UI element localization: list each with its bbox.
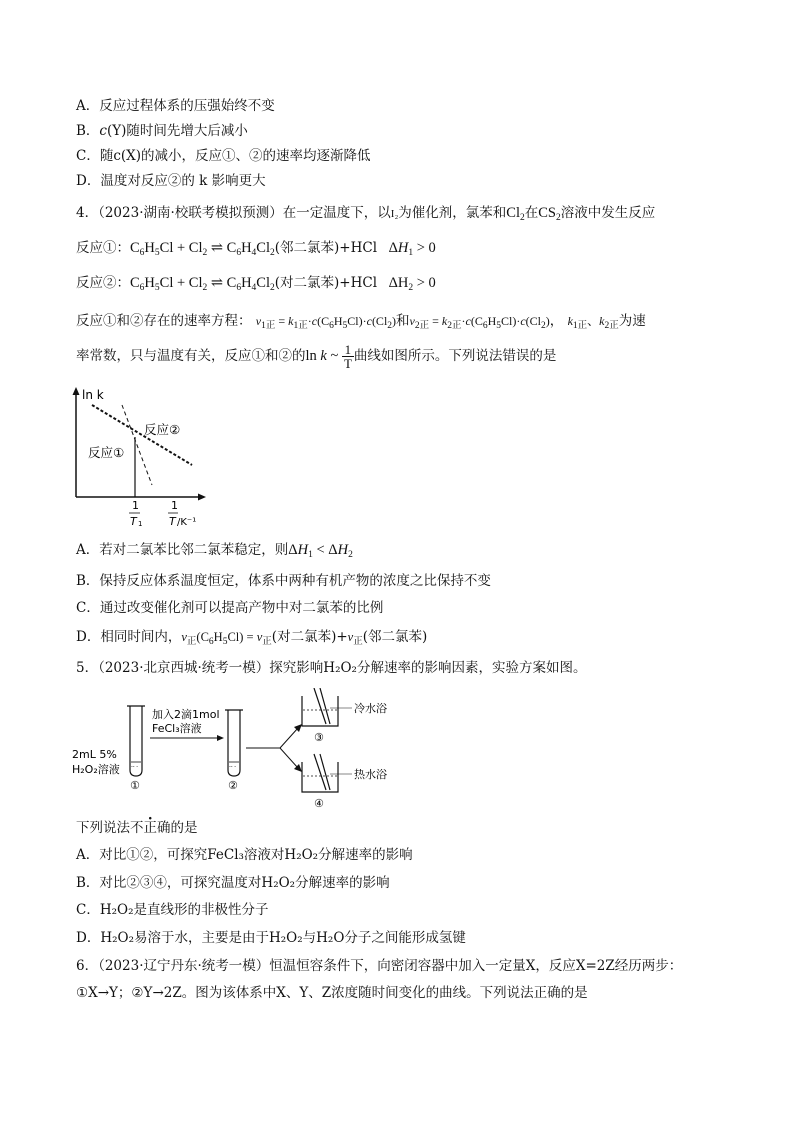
q3-option-d: D．温度对反应②的 k 影响更大 — [76, 173, 266, 189]
svg-text:-- -: -- - — [131, 764, 139, 770]
add-reagent-label-1: 加入2滴1mol — [152, 708, 220, 721]
q3-option-a: A．反应过程体系的压强始终不变 — [76, 98, 275, 114]
q3-option-b: B．c(Y)随时间先增大后减小 — [76, 123, 248, 139]
x-axis-label — [168, 499, 196, 528]
q5-experiment-figure — [70, 688, 410, 813]
q4-option-c: C．通过改变催化剂可以提高产物中对二氯苯的比例 — [76, 600, 384, 616]
q3-option-c: C．随c(X)的减小，反应①、②的速率均逐渐降低 — [76, 148, 371, 164]
x-axis — [76, 494, 206, 501]
q5-option-a: A．对比①②，可探究FeCl₃溶液对H₂O₂分解速率的影响 — [76, 847, 413, 863]
label-reaction-1: 反应① — [88, 445, 125, 460]
q4-rate-equations: 反应①和②存在的速率方程： $v_{1正} = k_{1正}\cdot c(C_6H_5Cl)\cdot c(Cl_2)$和$v_{2正} = k_{2正}\cdot c(C_6H_5Cl)\cdot c(Cl_2)$， $k_{1正}$、$k_{2正}$为速 — [76, 313, 646, 331]
beaker-3-cold — [302, 688, 352, 726]
q5-prompt: 下列说法不正确的是 — [76, 820, 198, 836]
x-tick-t1 — [129, 499, 142, 528]
tube-2-label: ② — [228, 779, 238, 792]
svg-text:1: 1 — [171, 499, 178, 512]
q5-option-b: B．对比②③④，可探究温度对H₂O₂分解速率的影响 — [76, 875, 390, 891]
split-arrows — [246, 724, 302, 772]
q4-stem: 4．（2023·湖南·校联考模拟预测）在一定温度下，以I₂为催化剂，氯苯和$Cl_2$在$CS_2$溶液中发生反应 — [76, 205, 656, 223]
reaction-1-line — [122, 405, 152, 485]
q5-option-d: D．H₂O₂易溶于水，主要是由于H₂O₂与H₂O分子之间能形成氢键 — [76, 930, 466, 946]
svg-text:-- -: -- - — [229, 764, 237, 770]
tube-1-label: ① — [130, 779, 140, 792]
q6-stem-line2: ①X→Y；②Y→2Z。图为该体系中X、Y、Z浓度随时间变化的曲线。下列说法正确的是 — [76, 985, 588, 1001]
svg-text:1: 1 — [132, 499, 139, 512]
q4-reaction-2: 反应②：$C_6H_5Cl + Cl_2$ ⇌ $C_6H_4Cl_2$(对二氯苯)+HCl $\Delta H_2 > 0$ — [76, 275, 436, 293]
beaker-4-label: ④ — [314, 797, 324, 810]
lnk-vs-inverse-t-chart — [60, 385, 220, 530]
svg-text:T: T — [130, 515, 137, 528]
q4-option-a: A．若对二氯苯比邻二氯苯稳定，则$\Delta H_1 < \Delta H_2$ — [76, 542, 353, 560]
label-reaction-2: 反应② — [144, 422, 181, 437]
svg-text:T: T — [169, 515, 176, 528]
y-axis-label: ln k — [82, 388, 104, 402]
cold-bath-label: 冷水浴 — [354, 702, 387, 715]
beaker-4-hot — [302, 754, 352, 792]
test-tube-1 — [127, 706, 145, 776]
svg-text:/K⁻¹: /K⁻¹ — [177, 517, 197, 528]
q5-option-c: C．H₂O₂是直线形的非极性分子 — [76, 902, 269, 918]
q4-stem-line2: 率常数，只与温度有关，反应①和②的ln k ~ $\frac{1}{T}$ 曲线如图所示。下列说法错误的是 — [76, 342, 557, 371]
add-reagent-label-2: FeCl₃溶液 — [152, 722, 202, 735]
q4-reaction-1: 反应①：$C_6H_5Cl + Cl_2$ ⇌ $C_6H_4Cl_2$(邻二氯苯)+HCl $\Delta H_1 > 0$ — [76, 240, 436, 258]
y-axis — [73, 387, 80, 497]
hot-bath-label: 热水浴 — [354, 768, 387, 781]
svg-text:1: 1 — [138, 520, 143, 528]
q4-option-d: D．相同时间内，$v_正(C_6H_5Cl) = v_正$(对二氯苯)$+v_正$(邻二氯苯) — [76, 629, 428, 647]
beaker-3-label: ③ — [314, 731, 324, 744]
left-solution-label-2: H₂O₂溶液 — [72, 763, 120, 776]
add-arrow — [150, 735, 224, 741]
q5-stem: 5．（2023·北京西城·统考一模）探究影响H₂O₂分解速率的影响因素，实验方案如图。 — [76, 660, 587, 676]
emphasis-not-correct: 不正确 — [130, 820, 171, 836]
left-solution-label-1: 2mL 5% — [72, 748, 117, 761]
q6-stem-line1: 6．（2023·辽宁丹东·统考一模）恒温恒容条件下，向密闭容器中加入一定量X，反应X=2Z经历两步： — [76, 958, 683, 974]
test-tube-2 — [225, 710, 243, 776]
q4-option-b: B．保持反应体系温度恒定，体系中两种有机产物的浓度之比保持不变 — [76, 573, 491, 589]
